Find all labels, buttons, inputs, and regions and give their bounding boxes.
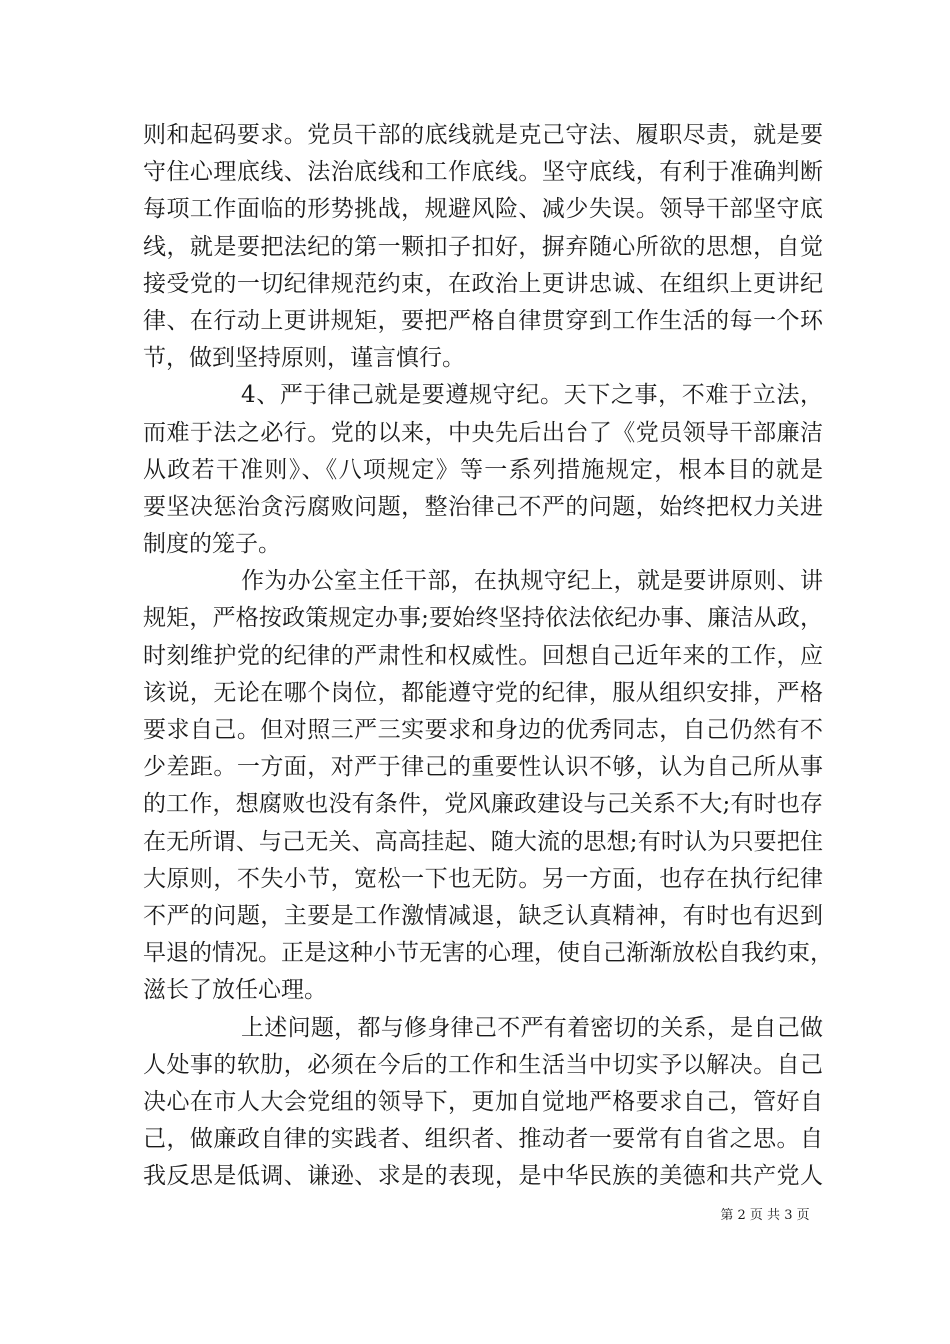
text-line: 守住心理底线、法治底线和工作底线。坚守底线，有利于准确判断 — [143, 159, 823, 186]
text-line: 要坚决惩治贪污腐败问题，整治律己不严的问题，始终把权力关进 — [143, 493, 823, 520]
paragraph-start-line: 作为办公室主任干部，在执规守纪上，就是要讲原则、讲 — [241, 568, 823, 595]
text-line: 己，做廉政自律的实践者、组织者、推动者一要常有自省之思。自 — [143, 1126, 823, 1153]
text-line: 人处事的软肋，必须在今后的工作和生活当中切实予以解决。自己 — [143, 1051, 823, 1078]
text-line: 从政若干准则》、《八项规定》等一系列措施规定，根本目的就是 — [143, 456, 823, 483]
text-line: 决心在市人大会党组的领导下，更加自觉地严格要求自己，管好自 — [143, 1088, 823, 1115]
text-line: 该说，无论在哪个岗位，都能遵守党的纪律，服从组织安排，严格 — [143, 679, 823, 706]
text-line: 接受党的一切纪律规范约束，在政治上更讲忠诚、在组织上更讲纪 — [143, 270, 823, 297]
paragraph-start-line: 4、严于律己就是要遵规守纪。天下之事，不难于立法， — [241, 382, 823, 409]
page-number: 第 2 页 共 3 页 — [720, 1208, 810, 1223]
text-line: 每项工作面临的形势挑战，规避风险、减少失误。领导干部坚守底 — [143, 196, 823, 223]
text-line: 律、在行动上更讲规矩，要把严格自律贯穿到工作生活的每一个环 — [143, 307, 823, 334]
text-line: 规矩，严格按政策规定办事;要始终坚持依法依纪办事、廉洁从政， — [143, 605, 823, 632]
text-line: 大原则，不失小节，宽松一下也无防。另一方面，也存在执行纪律 — [143, 865, 823, 892]
text-line: 少差距。一方面，对严于律己的重要性认识不够，认为自己所从事 — [143, 754, 823, 781]
text-line: 制度的笼子。 — [143, 531, 281, 558]
text-line: 滋长了放任心理。 — [143, 977, 327, 1004]
text-line: 我反思是低调、谦逊、求是的表现，是中华民族的美德和共产党人 — [143, 1163, 823, 1190]
text-line: 要求自己。但对照三严三实要求和身边的优秀同志，自己仍然有不 — [143, 717, 823, 743]
text-line: 则和起码要求。党员干部的底线就是克己守法、履职尽责，就是要 — [143, 122, 823, 148]
paragraph-start-line: 上述问题，都与修身律己不严有着密切的关系，是自己做 — [241, 1014, 823, 1041]
text-line: 早退的情况。正是这种小节无害的心理，使自己渐渐放松自我约束， — [143, 940, 833, 967]
text-line: 不严的问题，主要是工作激情减退，缺乏认真精神，有时也有迟到 — [143, 902, 823, 929]
text-line: 而难于法之必行。党的以来，中央先后出台了《党员领导干部廉洁 — [143, 419, 823, 446]
text-line: 时刻维护党的纪律的严肃性和权威性。回想自己近年来的工作，应 — [143, 642, 823, 669]
text-line: 在无所谓、与己无关、高高挂起、随大流的思想;有时认为只要把住 — [143, 828, 823, 855]
document-body — [143, 117, 833, 1195]
text-line: 节，做到坚持原则，谨言慎行。 — [143, 345, 465, 372]
text-line: 的工作，想腐败也没有条件，党风廉政建设与己关系不大;有时也存 — [143, 791, 823, 818]
text-line: 线，就是要把法纪的第一颗扣子扣好，摒弃随心所欲的思想，自觉 — [143, 233, 823, 260]
